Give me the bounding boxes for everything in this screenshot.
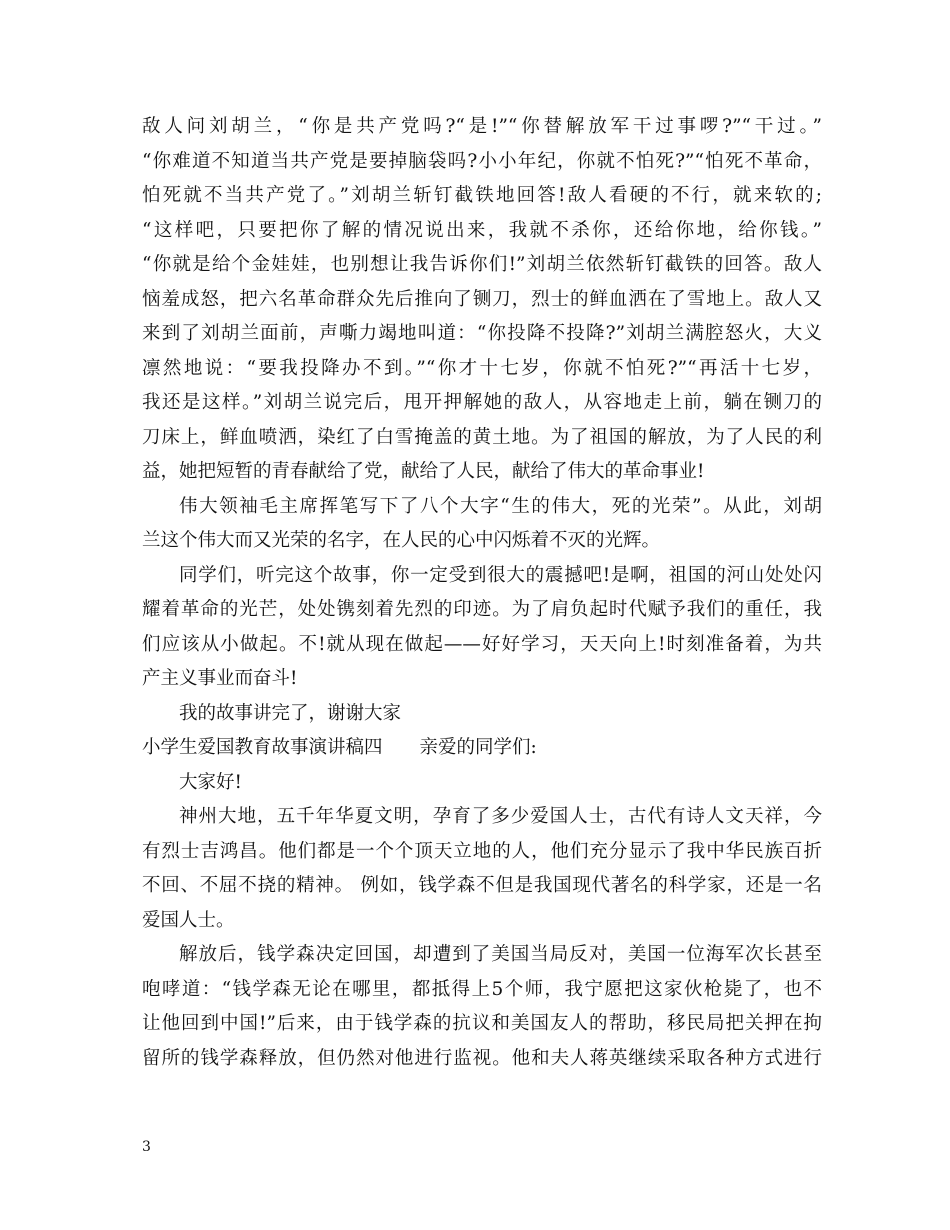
text-line: 咆哮道：“钱学森无论在哪里，都抵得上5个师，我宁愿把这家伙枪毙了，也不: [142, 978, 822, 1000]
text-line: 凛然地说：“要我投降办不到。”“你才十七岁，你就不怕死?”“再活十七岁，: [142, 357, 822, 379]
text-line: 敌人问刘胡兰，“你是共产党吗?“是!”“你替解放军干过事啰?”“干过。”: [142, 116, 822, 137]
text-line: 耀着革命的光芒，处处镌刻着先烈的印迹。为了肩负起时代赋予我们的重任，我: [142, 599, 822, 620]
text-line: “你就是给个金娃娃，也别想让我告诉你们!”刘胡兰依然斩钉截铁的回答。敌人: [142, 254, 822, 275]
text-line: 怕死就不当共产党了。”刘胡兰斩钉截铁地回答!敌人看硬的不行，就来软的;: [142, 185, 822, 206]
text-line: 不回、不屈不挠的精神。 例如，钱学森不但是我国现代著名的科学家，还是一名: [142, 875, 822, 896]
document-body: [142, 110, 822, 1076]
text-line: 我的故事讲完了，谢谢大家: [179, 702, 402, 724]
text-line: “这样吧，只要把你了解的情况说出来，我就不杀你，还给你地，给你钱。”: [142, 219, 822, 241]
text-line: 爱国人士。: [142, 909, 235, 931]
text-line: 大家好!: [179, 771, 242, 793]
greeting: 亲爱的同学们:: [419, 737, 537, 758]
text-line: 们应该从小做起。不!就从现在做起——好好学习，天天向上!时刻准备着，为共: [142, 633, 822, 655]
text-line: “你难道不知道当共产党是要掉脑袋吗?小小年纪，你就不怕死?”“怕死不革命，: [142, 150, 822, 172]
text-line: 产主义事业而奋斗!: [142, 668, 298, 689]
paragraphs-before-heading: [142, 110, 822, 731]
text-line: 让他回到中国!”后来，由于钱学森的抗议和美国友人的帮助，移民局把关押在拘: [142, 1013, 822, 1034]
text-line: 我还是这样。”刘胡兰说完后，甩开押解她的敌人，从容地走上前，躺在铡刀的: [142, 392, 822, 413]
text-line: 解放后，钱学森决定回国，却遭到了美国当局反对，美国一位海军次长甚至: [179, 944, 822, 965]
text-line: 神州大地，五千年华夏文明，孕育了多少爱国人士，古代有诗人文天祥，今: [179, 806, 822, 827]
section-title: 小学生爱国教育故事演讲稿四: [142, 737, 383, 758]
text-line: 有烈士吉鸿昌。他们都是一个个顶天立地的人，他们充分显示了我中华民族百折: [142, 840, 822, 862]
text-line: 益，她把短暂的青春献给了党，献给了人民，献给了伟大的革命事业!: [142, 461, 705, 482]
text-line: 同学们，听完这个故事，你一定受到很大的震撼吧!是啊，祖国的河山处处闪: [179, 564, 822, 586]
page-number: 3: [142, 1139, 151, 1155]
text-line: 留所的钱学森释放，但仍然对他进行监视。他和夫人蒋英继续采取各种方式进行: [142, 1047, 822, 1069]
text-line: 伟大领袖毛主席挥笔写下了八个大字“生的伟大，死的光荣”。从此，刘胡: [179, 495, 822, 517]
text-line: 兰这个伟大而又光荣的名字，在人民的心中闪烁着不灭的光辉。: [142, 530, 661, 551]
text-line: 来到了刘胡兰面前，声嘶力竭地叫道：“你投降不投降?”刘胡兰满腔怒火，大义: [142, 323, 822, 344]
text-line: 恼羞成怒，把六名革命群众先后推向了铡刀，烈士的鲜血洒在了雪地上。敌人又: [142, 288, 822, 310]
text-line: 刀床上，鲜血喷洒，染红了白雪掩盖的黄土地。为了祖国的解放，为了人民的利: [142, 426, 822, 448]
paragraphs-after-heading: [142, 766, 822, 1077]
section-heading-line: [142, 731, 822, 766]
